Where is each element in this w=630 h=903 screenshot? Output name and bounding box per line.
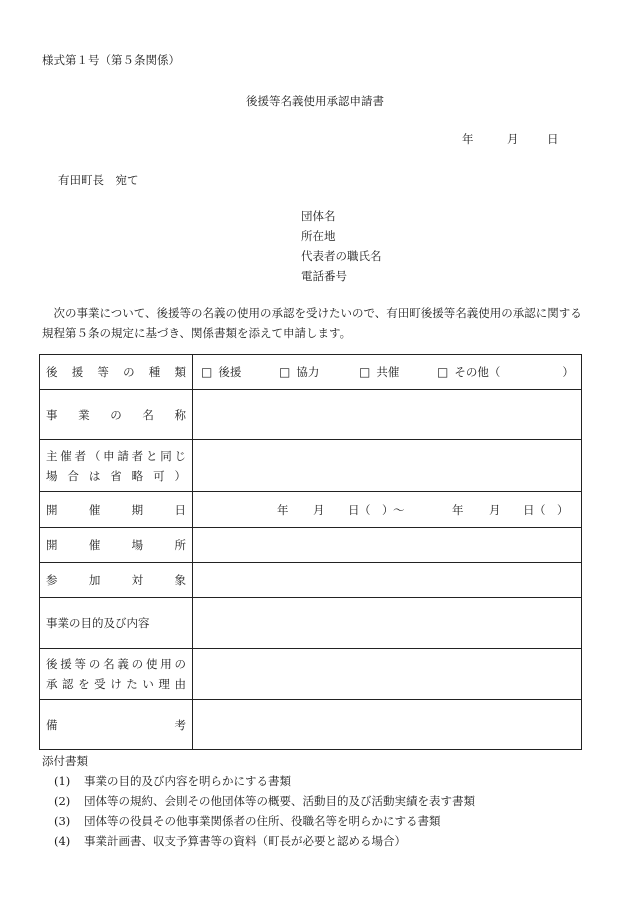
row-organizer bbox=[40, 440, 582, 492]
intro-text: 次の事業について、後援等の名義の使用の承認を受けたいので、有田町後援等名義使用の承認に関する規程第５条の規定に基づき、関係書類を添えて申請します。 bbox=[42, 306, 582, 340]
participants-label-cell bbox=[40, 563, 193, 598]
row-venue bbox=[40, 528, 582, 563]
row-event-name bbox=[40, 390, 582, 440]
event-name-field[interactable] bbox=[193, 390, 582, 440]
period-tilde: ～ bbox=[393, 502, 405, 517]
end-year: 年 bbox=[452, 502, 464, 517]
attachment-item bbox=[54, 793, 475, 809]
row-participants bbox=[40, 563, 582, 598]
attachment-number: (3) bbox=[54, 814, 71, 828]
attachment-text: 事業計画書、収支予算書等の資料（町長が必要と認める場合） bbox=[84, 834, 406, 848]
purpose-label-cell bbox=[40, 598, 193, 649]
row-remarks bbox=[40, 700, 582, 750]
attachment-number: (4) bbox=[54, 834, 71, 848]
application-table bbox=[39, 354, 582, 750]
period-label-cell bbox=[40, 492, 193, 528]
addressee: 有田町長 宛て bbox=[58, 173, 139, 187]
option-support-label: 後援 bbox=[218, 364, 242, 379]
end-weekday: （ ） bbox=[534, 502, 569, 517]
start-weekday: （ ） bbox=[359, 502, 394, 517]
option-cohost-label: 共催 bbox=[376, 364, 400, 379]
applicant-block bbox=[301, 206, 382, 286]
option-support[interactable] bbox=[201, 364, 279, 381]
attachment-item bbox=[54, 833, 406, 849]
kind-label-cell bbox=[40, 355, 193, 390]
organizer-label-line-1: 主催者（申請者と同じ bbox=[46, 448, 186, 463]
remarks-label: 備考 bbox=[46, 717, 186, 732]
group-name-label: 団体名 bbox=[301, 209, 336, 223]
purpose-label: 事業の目的及び内容 bbox=[46, 616, 150, 630]
start-year: 年 bbox=[277, 502, 289, 517]
attachments-heading: 添付書類 bbox=[42, 754, 88, 768]
attachment-text: 団体等の規約、会則その他団体等の概要、活動目的及び活動実績を表す書類 bbox=[84, 794, 475, 808]
venue-field[interactable] bbox=[193, 528, 582, 563]
venue-label: 開催場所 bbox=[46, 538, 186, 552]
remarks-field[interactable] bbox=[193, 700, 582, 750]
kind-label: 後援等の種類 bbox=[46, 365, 186, 379]
date-day: 日 bbox=[547, 132, 559, 146]
phone-label: 電話番号 bbox=[301, 269, 347, 283]
row-purpose bbox=[40, 598, 582, 649]
checkbox-icon: □ bbox=[279, 364, 291, 379]
end-month: 月 bbox=[489, 502, 501, 517]
start-month: 月 bbox=[313, 502, 325, 517]
form-number: 様式第１号（第５条関係） bbox=[42, 53, 180, 67]
reason-label-cell bbox=[40, 649, 193, 700]
checkbox-icon: □ bbox=[201, 364, 213, 379]
option-other-label: その他（ bbox=[454, 364, 501, 379]
period-dates bbox=[193, 492, 581, 527]
period-field[interactable] bbox=[193, 492, 582, 528]
event-name-label: 事業の名称 bbox=[46, 407, 186, 422]
organizer-field[interactable] bbox=[193, 440, 582, 492]
attachment-item bbox=[54, 773, 291, 789]
venue-label-cell bbox=[40, 528, 193, 563]
date-line bbox=[462, 131, 559, 147]
date-year: 年 bbox=[462, 132, 474, 146]
reason-label-line-2: 承認を受けたい理由 bbox=[46, 677, 186, 691]
attachment-number: (1) bbox=[54, 774, 71, 788]
row-kind bbox=[40, 355, 582, 390]
start-day: 日 bbox=[348, 502, 360, 517]
organizer-label-line-2: 場合は省略可） bbox=[46, 468, 186, 483]
attachment-text: 団体等の役員その他事業関係者の住所、役職名等を明らかにする書類 bbox=[84, 814, 441, 828]
option-cohost[interactable] bbox=[359, 364, 437, 381]
option-other-close: ） bbox=[562, 364, 574, 379]
option-other[interactable] bbox=[437, 364, 574, 381]
representative-label: 代表者の職氏名 bbox=[301, 249, 382, 263]
checkbox-icon: □ bbox=[437, 364, 449, 379]
option-cooperation-label: 協力 bbox=[296, 364, 320, 379]
period-label: 開催期日 bbox=[46, 502, 186, 517]
attachment-number: (2) bbox=[54, 794, 71, 808]
purpose-field[interactable] bbox=[193, 598, 582, 649]
attachment-item bbox=[54, 813, 441, 829]
checkbox-icon: □ bbox=[359, 364, 371, 379]
participants-field[interactable] bbox=[193, 563, 582, 598]
kind-options bbox=[193, 364, 581, 381]
row-reason bbox=[40, 649, 582, 700]
reason-field[interactable] bbox=[193, 649, 582, 700]
end-day: 日 bbox=[523, 502, 535, 517]
attachment-text: 事業の目的及び内容を明らかにする書類 bbox=[84, 774, 291, 788]
kind-options-cell bbox=[193, 355, 582, 390]
option-cooperation[interactable] bbox=[279, 364, 359, 381]
reason-label-line-1: 後援等の名義の使用の bbox=[46, 657, 186, 671]
organizer-label-cell bbox=[40, 440, 193, 492]
document-title: 後援等名義使用承認申請書 bbox=[246, 94, 384, 108]
row-period bbox=[40, 492, 582, 528]
address-label: 所在地 bbox=[301, 229, 336, 243]
participants-label: 参加対象 bbox=[46, 573, 186, 587]
date-month: 月 bbox=[507, 132, 519, 146]
remarks-label-cell bbox=[40, 700, 193, 750]
event-name-label-cell bbox=[40, 390, 193, 440]
